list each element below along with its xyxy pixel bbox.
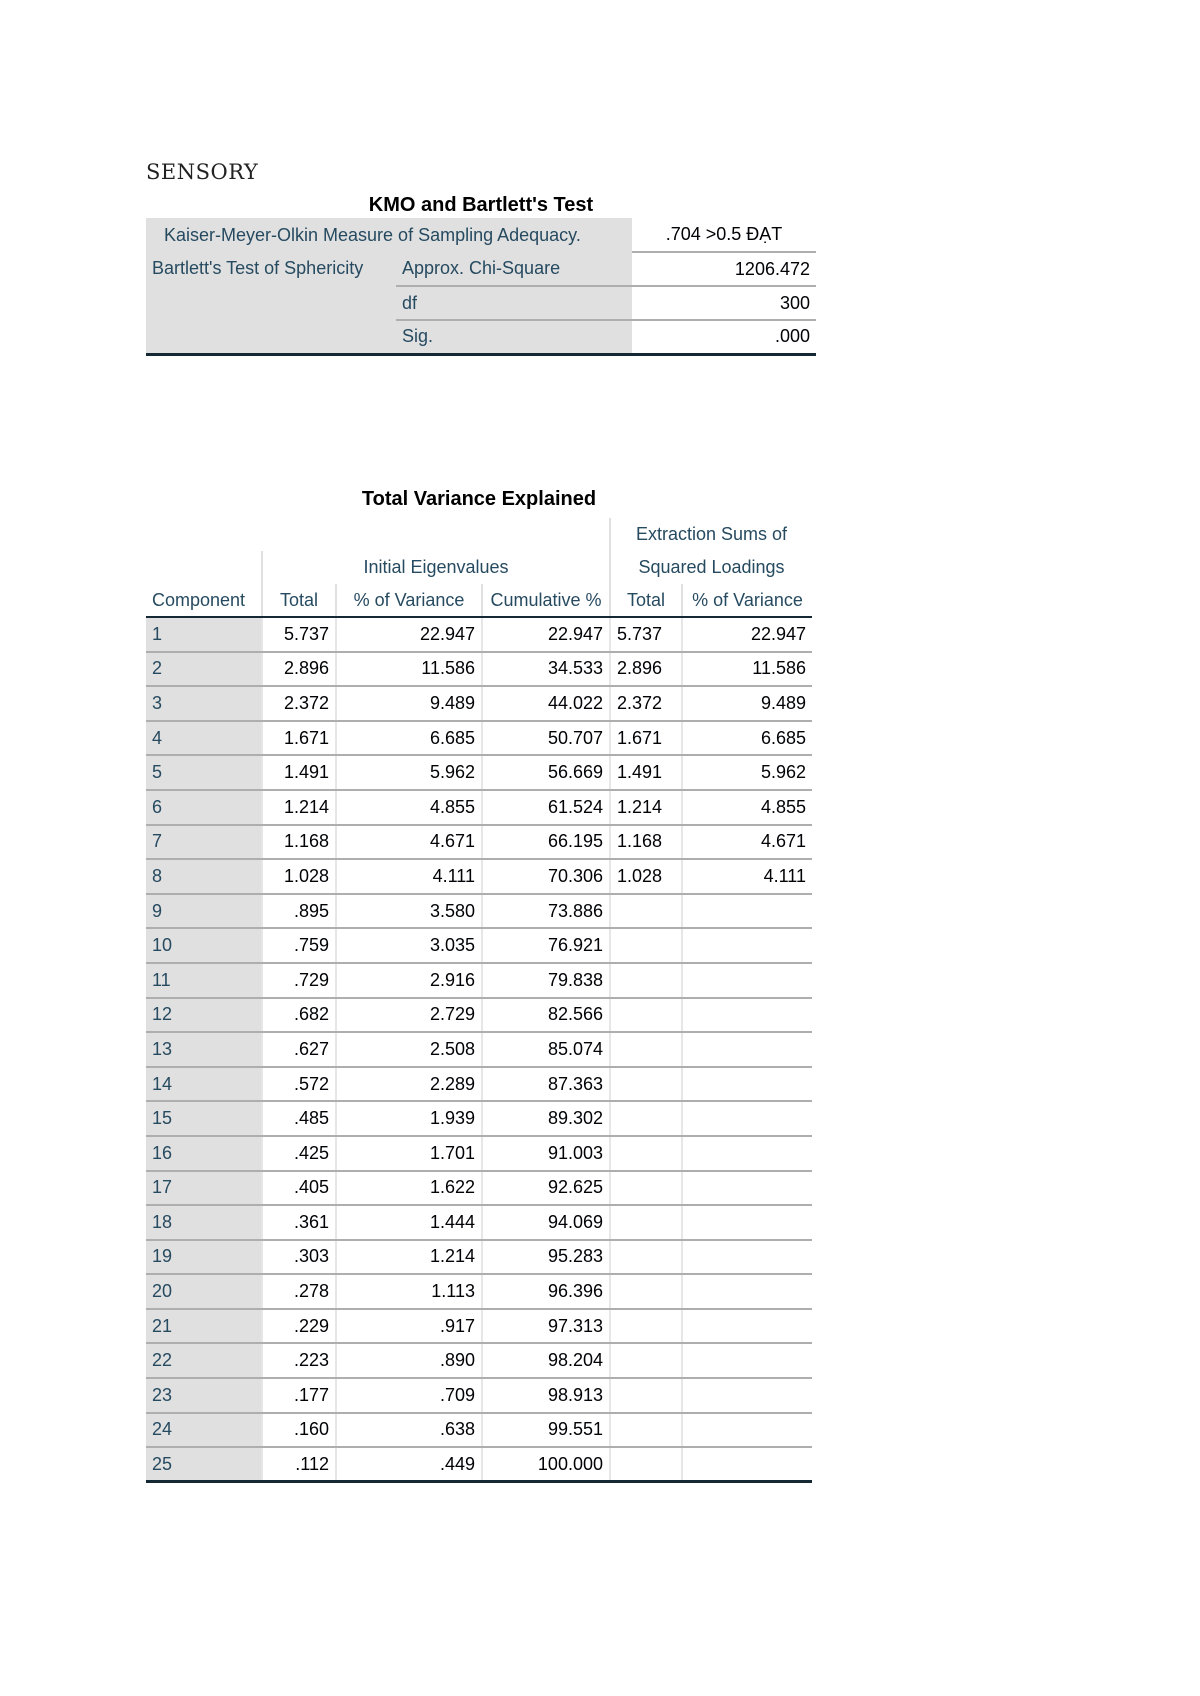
cell-cumulative: 99.551 [482, 1413, 610, 1448]
tve-header-row [146, 551, 812, 584]
table-row [146, 652, 812, 687]
extraction-group-header-line1: Extraction Sums of [610, 518, 812, 551]
cell-component: 15 [146, 1101, 262, 1136]
bartlett-value: 1206.472 [632, 252, 816, 286]
cell-total: 2.372 [262, 686, 336, 721]
cell-component: 13 [146, 1032, 262, 1067]
cell-ext-pct-variance [682, 1067, 812, 1102]
cell-ext-total [610, 1378, 682, 1413]
cell-pct-variance: 4.671 [336, 825, 482, 860]
cell-cumulative: 22.947 [482, 617, 610, 652]
cell-cumulative: 79.838 [482, 963, 610, 998]
table-row [146, 1240, 812, 1275]
cell-pct-variance: 22.947 [336, 617, 482, 652]
table-row [146, 721, 812, 756]
cell-component: 12 [146, 998, 262, 1033]
kmo-row [146, 218, 816, 252]
cell-cumulative: 44.022 [482, 686, 610, 721]
cell-ext-total [610, 1413, 682, 1448]
kmo-value: .704 >0.5 ĐẠT [632, 218, 816, 252]
cell-component: 4 [146, 721, 262, 756]
table-row [146, 1274, 812, 1309]
cell-cumulative: 96.396 [482, 1274, 610, 1309]
cell-component: 10 [146, 928, 262, 963]
cell-ext-total [610, 1171, 682, 1206]
cell-cumulative: 85.074 [482, 1032, 610, 1067]
cell-ext-total [610, 894, 682, 929]
col-header-ext-pct-variance: % of Variance [682, 584, 812, 617]
cell-ext-total [610, 1067, 682, 1102]
cell-ext-total [610, 963, 682, 998]
table-row [146, 894, 812, 929]
cell-cumulative: 89.302 [482, 1101, 610, 1136]
cell-pct-variance: 2.508 [336, 1032, 482, 1067]
table-row [146, 1378, 812, 1413]
table-row [146, 1067, 812, 1102]
table-row [146, 1205, 812, 1240]
col-header-total: Total [262, 584, 336, 617]
cell-total: .627 [262, 1032, 336, 1067]
cell-ext-pct-variance [682, 1343, 812, 1378]
cell-pct-variance: 5.962 [336, 755, 482, 790]
cell-pct-variance: 2.289 [336, 1067, 482, 1102]
cell-component: 11 [146, 963, 262, 998]
cell-ext-total: 5.737 [610, 617, 682, 652]
cell-ext-total: 2.896 [610, 652, 682, 687]
cell-ext-pct-variance [682, 1032, 812, 1067]
cell-pct-variance: 2.916 [336, 963, 482, 998]
table-row [146, 1447, 812, 1482]
cell-component: 18 [146, 1205, 262, 1240]
cell-cumulative: 92.625 [482, 1171, 610, 1206]
table-row [146, 928, 812, 963]
cell-pct-variance: 3.035 [336, 928, 482, 963]
cell-cumulative: 66.195 [482, 825, 610, 860]
cell-ext-total [610, 1101, 682, 1136]
cell-ext-total: 1.214 [610, 790, 682, 825]
initial-group-header: Initial Eigenvalues [262, 551, 610, 584]
cell-ext-pct-variance: 22.947 [682, 617, 812, 652]
bartlett-sub-label: Approx. Chi-Square [396, 252, 632, 286]
cell-pct-variance: 1.622 [336, 1171, 482, 1206]
cell-cumulative: 94.069 [482, 1205, 610, 1240]
tve-table-title: Total Variance Explained [361, 488, 597, 510]
cell-cumulative: 76.921 [482, 928, 610, 963]
cell-pct-variance: 1.214 [336, 1240, 482, 1275]
cell-cumulative: 56.669 [482, 755, 610, 790]
cell-total: .303 [262, 1240, 336, 1275]
cell-ext-pct-variance [682, 1240, 812, 1275]
cell-component: 25 [146, 1447, 262, 1482]
cell-ext-pct-variance: 9.489 [682, 686, 812, 721]
bartlett-value: 300 [632, 286, 816, 320]
cell-ext-pct-variance [682, 963, 812, 998]
cell-pct-variance: 1.701 [336, 1136, 482, 1171]
bartlett-value: .000 [632, 320, 816, 354]
bartlett-sub-label: df [396, 286, 632, 320]
cell-component: 19 [146, 1240, 262, 1275]
cell-cumulative: 87.363 [482, 1067, 610, 1102]
cell-pct-variance: 4.111 [336, 859, 482, 894]
cell-ext-total [610, 928, 682, 963]
cell-component: 3 [146, 686, 262, 721]
kmo-label: Kaiser-Meyer-Olkin Measure of Sampling Adequacy. [146, 218, 632, 252]
table-row [146, 859, 812, 894]
cell-cumulative: 97.313 [482, 1309, 610, 1344]
cell-ext-total: 1.028 [610, 859, 682, 894]
cell-total: 2.896 [262, 652, 336, 687]
table-row [146, 998, 812, 1033]
cell-ext-pct-variance: 5.962 [682, 755, 812, 790]
cell-component: 23 [146, 1378, 262, 1413]
cell-ext-total [610, 1309, 682, 1344]
cell-ext-pct-variance [682, 1447, 812, 1482]
cell-ext-total: 1.168 [610, 825, 682, 860]
cell-total: .895 [262, 894, 336, 929]
cell-ext-pct-variance [682, 1309, 812, 1344]
cell-component: 14 [146, 1067, 262, 1102]
cell-ext-total [610, 1240, 682, 1275]
col-header-component: Component [146, 584, 262, 617]
cell-ext-pct-variance [682, 998, 812, 1033]
cell-pct-variance: .917 [336, 1309, 482, 1344]
cell-total: .112 [262, 1447, 336, 1482]
cell-ext-pct-variance [682, 1378, 812, 1413]
cell-pct-variance: 1.444 [336, 1205, 482, 1240]
cell-total: .177 [262, 1378, 336, 1413]
cell-ext-pct-variance [682, 1101, 812, 1136]
table-row [146, 790, 812, 825]
cell-ext-total [610, 1447, 682, 1482]
cell-pct-variance: .638 [336, 1413, 482, 1448]
cell-total: .278 [262, 1274, 336, 1309]
cell-total: .682 [262, 998, 336, 1033]
cell-pct-variance: .449 [336, 1447, 482, 1482]
cell-cumulative: 73.886 [482, 894, 610, 929]
kmo-table [146, 218, 816, 356]
table-row [146, 1309, 812, 1344]
cell-total: .405 [262, 1171, 336, 1206]
cell-component: 1 [146, 617, 262, 652]
cell-cumulative: 34.533 [482, 652, 610, 687]
cell-component: 17 [146, 1171, 262, 1206]
cell-total: .759 [262, 928, 336, 963]
cell-pct-variance: 3.580 [336, 894, 482, 929]
bartlett-row [146, 252, 816, 286]
bartlett-label: Bartlett's Test of Sphericity [146, 252, 396, 354]
cell-cumulative: 91.003 [482, 1136, 610, 1171]
cell-ext-pct-variance [682, 894, 812, 929]
table-row [146, 617, 812, 652]
cell-ext-pct-variance [682, 1171, 812, 1206]
cell-pct-variance: .709 [336, 1378, 482, 1413]
extraction-group-header-line2: Squared Loadings [610, 551, 812, 584]
col-header-cumulative: Cumulative % [482, 584, 610, 617]
cell-ext-pct-variance [682, 1205, 812, 1240]
cell-cumulative: 50.707 [482, 721, 610, 756]
col-header-pct-variance: % of Variance [336, 584, 482, 617]
cell-component: 21 [146, 1309, 262, 1344]
cell-cumulative: 100.000 [482, 1447, 610, 1482]
cell-pct-variance: 1.939 [336, 1101, 482, 1136]
cell-total: .361 [262, 1205, 336, 1240]
cell-total: 5.737 [262, 617, 336, 652]
table-row [146, 825, 812, 860]
cell-ext-total [610, 1032, 682, 1067]
cell-ext-pct-variance: 4.111 [682, 859, 812, 894]
cell-total: 1.671 [262, 721, 336, 756]
table-row [146, 1343, 812, 1378]
cell-component: 7 [146, 825, 262, 860]
col-header-ext-total: Total [610, 584, 682, 617]
cell-ext-pct-variance: 11.586 [682, 652, 812, 687]
cell-ext-total [610, 998, 682, 1033]
cell-total: 1.214 [262, 790, 336, 825]
cell-component: 22 [146, 1343, 262, 1378]
table-row [146, 755, 812, 790]
cell-cumulative: 98.913 [482, 1378, 610, 1413]
cell-ext-pct-variance: 6.685 [682, 721, 812, 756]
cell-ext-total: 2.372 [610, 686, 682, 721]
cell-total: .729 [262, 963, 336, 998]
cell-total: .425 [262, 1136, 336, 1171]
cell-total: .160 [262, 1413, 336, 1448]
cell-component: 2 [146, 652, 262, 687]
cell-component: 8 [146, 859, 262, 894]
tve-body [146, 617, 812, 1482]
kmo-table-title: KMO and Bartlett's Test [368, 194, 594, 216]
table-row [146, 1413, 812, 1448]
cell-component: 24 [146, 1413, 262, 1448]
cell-cumulative: 82.566 [482, 998, 610, 1033]
cell-component: 16 [146, 1136, 262, 1171]
cell-pct-variance: 6.685 [336, 721, 482, 756]
cell-total: .223 [262, 1343, 336, 1378]
cell-component: 20 [146, 1274, 262, 1309]
cell-total: 1.028 [262, 859, 336, 894]
cell-cumulative: 61.524 [482, 790, 610, 825]
table-row [146, 1171, 812, 1206]
cell-ext-total: 1.491 [610, 755, 682, 790]
cell-ext-total [610, 1343, 682, 1378]
cell-ext-pct-variance: 4.855 [682, 790, 812, 825]
cell-cumulative: 70.306 [482, 859, 610, 894]
cell-ext-total [610, 1274, 682, 1309]
table-row [146, 1032, 812, 1067]
cell-total: .485 [262, 1101, 336, 1136]
tve-column-header-row [146, 584, 812, 617]
cell-cumulative: 98.204 [482, 1343, 610, 1378]
cell-pct-variance: 11.586 [336, 652, 482, 687]
tve-table [146, 518, 812, 1483]
cell-total: 1.491 [262, 755, 336, 790]
table-row [146, 1101, 812, 1136]
cell-ext-total [610, 1205, 682, 1240]
tve-header-row [146, 518, 812, 551]
cell-cumulative: 95.283 [482, 1240, 610, 1275]
table-row [146, 1136, 812, 1171]
cell-pct-variance: .890 [336, 1343, 482, 1378]
cell-pct-variance: 1.113 [336, 1274, 482, 1309]
table-row [146, 686, 812, 721]
cell-component: 9 [146, 894, 262, 929]
bartlett-sub-label: Sig. [396, 320, 632, 354]
cell-component: 5 [146, 755, 262, 790]
cell-ext-pct-variance [682, 1413, 812, 1448]
cell-ext-pct-variance: 4.671 [682, 825, 812, 860]
cell-total: .229 [262, 1309, 336, 1344]
cell-ext-total [610, 1136, 682, 1171]
cell-ext-pct-variance [682, 1274, 812, 1309]
cell-pct-variance: 2.729 [336, 998, 482, 1033]
cell-ext-pct-variance [682, 928, 812, 963]
cell-pct-variance: 9.489 [336, 686, 482, 721]
table-row [146, 963, 812, 998]
cell-total: 1.168 [262, 825, 336, 860]
section-heading: SENSORY [146, 160, 259, 184]
cell-ext-pct-variance [682, 1136, 812, 1171]
cell-ext-total: 1.671 [610, 721, 682, 756]
cell-pct-variance: 4.855 [336, 790, 482, 825]
cell-component: 6 [146, 790, 262, 825]
cell-total: .572 [262, 1067, 336, 1102]
